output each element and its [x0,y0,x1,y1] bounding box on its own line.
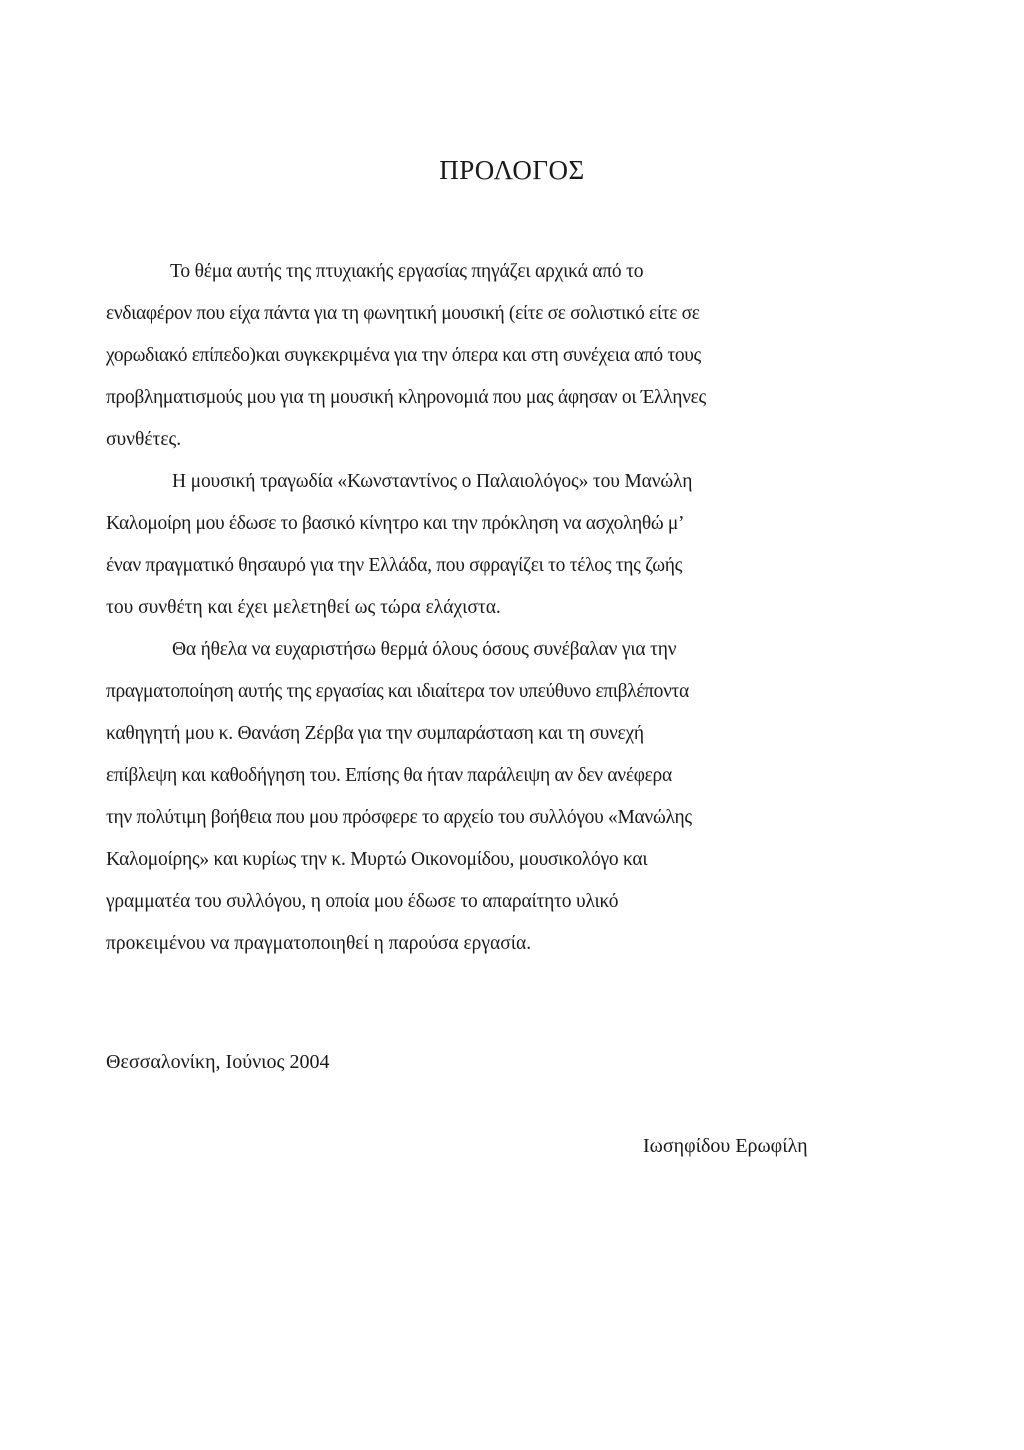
place-date: Θεσσαλονίκη, Ιούνιος 2004 [106,1051,330,1073]
paragraph-line: έναν πραγματικό θησαυρό για την Ελλάδα, που σφραγίζει το τέλος της ζωής [106,555,683,576]
paragraph-line: Το θέμα αυτής της πτυχιακής εργασίας πηγάζει αρχικά από το [170,261,644,282]
paragraph-line: επίβλεψη και καθοδήγηση του. Επίσης θα ήταν παράλειψη αν δεν ανέφερα [106,765,672,786]
paragraph-line: προβληματισμούς μου για τη μουσική κληρονομιά που μας άφησαν οι Έλληνες [106,387,706,408]
paragraph-line: Η μουσική τραγωδία «Κωνσταντίνος ο Παλαιολόγος» του Μανώλη [172,471,693,492]
paragraph-line: Καλομοίρη μου έδωσε το βασικό κίνητρο και την πρόκληση να ασχοληθώ μ’ [106,513,685,534]
paragraph-line: Θα ήθελα να ευχαριστήσω θερμά όλους όσους συνέβαλαν για την [172,639,677,660]
page-title: ΠΡΟΛΟΓΟΣ [439,155,585,185]
paragraph-line: πραγματοποίηση αυτής της εργασίας και ιδιαίτερα τον υπεύθυνο επιβλέποντα [106,681,689,702]
paragraph-line: την πολύτιμη βοήθεια που μου πρόσφερε το αρχείο του συλλόγου «Μανώλης [106,807,692,828]
paragraph-line: χορωδιακό επίπεδο)και συγκεκριμένα για την όπερα και στη συνέχεια από τους [106,345,701,366]
paragraph-line: ενδιαφέρον που είχα πάντα για τη φωνητική μουσική (είτε σε σολιστικό είτε σε [106,303,700,324]
paragraph-line: γραμματέα του συλλόγου, η οποία μου έδωσε το απαραίτητο υλικό [106,891,619,912]
author-signature: Ιωσηφίδου Ερωφίλη [643,1135,808,1157]
paragraph-line: του συνθέτη και έχει μελετηθεί ως τώρα ελάχιστα. [106,597,501,618]
paragraph-line: προκειμένου να πραγματοποιηθεί η παρούσα εργασία. [106,933,532,954]
paragraph-line: Καλομοίρης» και κυρίως την κ. Μυρτώ Οικονομίδου, μουσικολόγο και [106,849,648,870]
paragraph-line: συνθέτες. [106,429,182,450]
paragraph-line: καθηγητή μου κ. Θανάση Ζέρβα για την συμπαράσταση και τη συνεχή [106,723,644,744]
